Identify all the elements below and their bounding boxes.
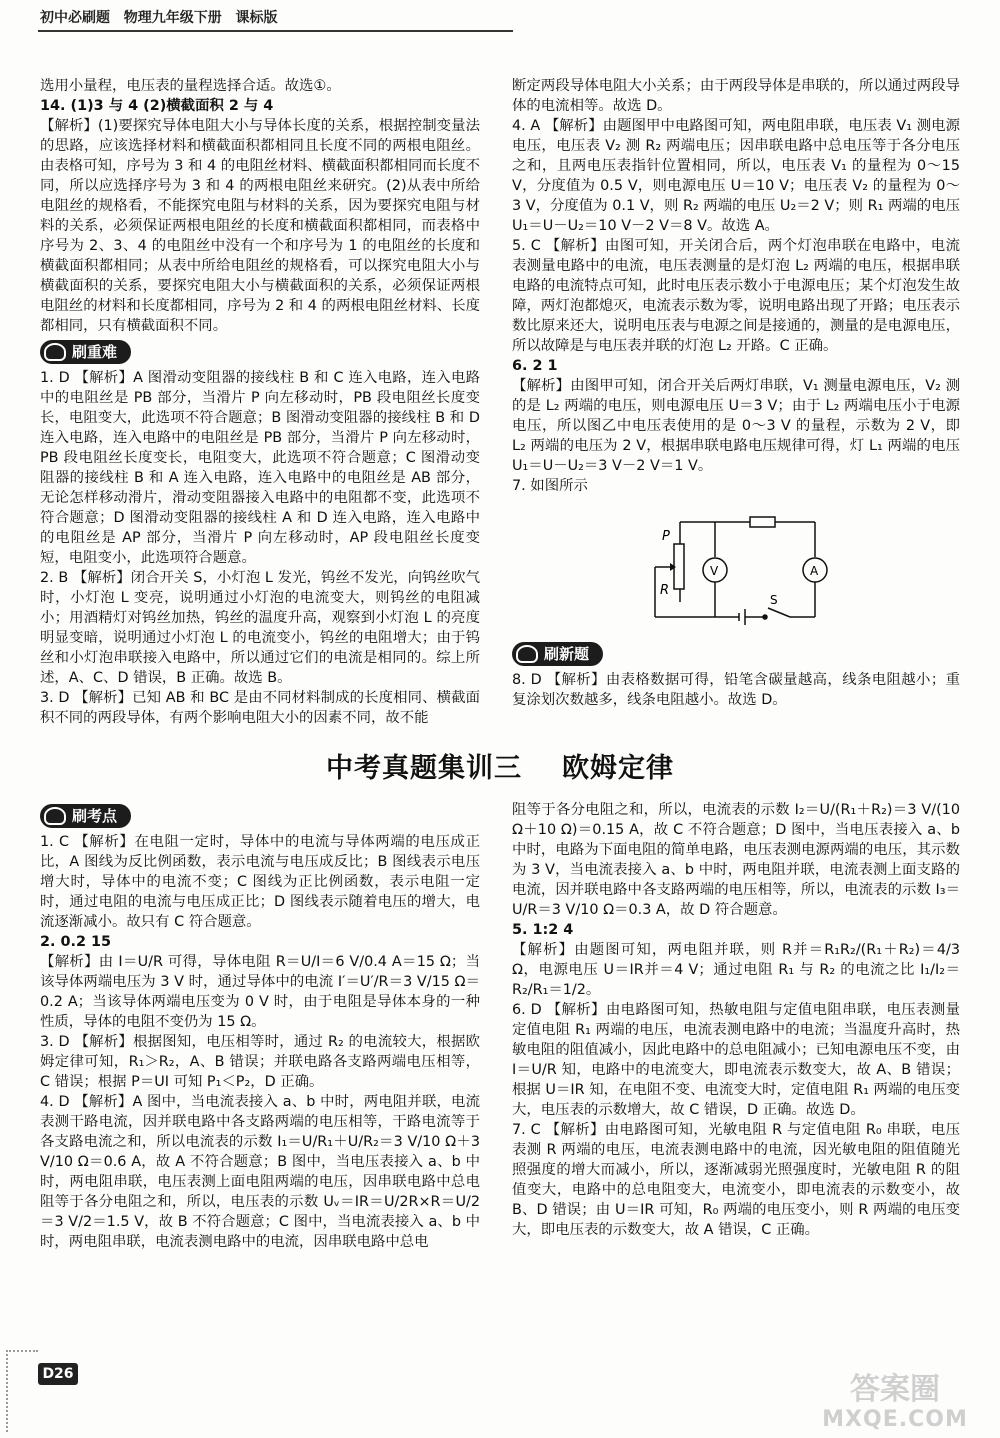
right-new-block [512,638,960,710]
section-title-part1: 中考真题集训三 [326,753,522,784]
page-number: D26 [38,1363,78,1385]
circuit-diagram [640,512,850,627]
badge-new-label: 刷新题 [544,645,590,663]
hard-q4: 4. A 【解析】由题图甲中电路图可知，两电阻串联，电压表 V₁ 测电源电压，电压表 V₂ 测 R₂ 两端电压；因串联电路中总电压等于各分电压之和，且两电压表指针位置相同，所以，电压表 V₁ 的量程为 0～15 V，分度值为 0.5 V，则电源电压 U＝10 V；电压表 V₂ 的量程为 0～3 V，分度值为 0.1 V，则 R₂ 两端的电压 U₂＝2 V；则 R₁ 两端的电压 U₁＝U－U₂＝10 V－2 V＝8 V。故选 A。 [512,118,960,234]
hard-q1: 1. D 【解析】A 图滑动变阻器的接线柱 B 和 C 连入电路，连入电路中的电阻丝是 PB 部分，当滑片 P 向左移动时，PB 段电阻丝长度变长，电阻变大，此选项不符合题意；B 图滑动变阻器的接线柱 B 和 D 连入电路，连入电路中的电阻丝是 PB 部分，当滑片 P 向左移动时，PB 段电阻丝长度变长，电阻变大，此选项不符合题意；C 图滑动变阻器的接线柱 B 和 A 连入电路，连入电路中的电阻丝是 AB 部分，无论怎样移动滑片，滑动变阻器接入电路中的电阻都不变，此选项不符合题意；D 图滑动变阻器的接线柱 A 和 D 连入电路，连入电路中的电阻丝是 AP 部分，当滑片 P 向左移动时，AP 段电阻丝长度变短，电阻变小，此选项符合题意。 [40,370,480,566]
badge-pen-icon [516,645,538,663]
label-r: R [660,583,670,598]
hard-q7: 7. 如图所示 [512,478,588,494]
continuation-text: 选用小量程，电压表的量程选择合适。故选①。 [40,78,341,94]
badge-hard-label: 刷重难 [72,343,118,361]
hard-q2: 2. B 【解析】闭合开关 S，小灯泡 L 发光，钨丝不发光，向钨丝吹气时，小灯泡 L 变亮，说明通过小灯泡的电流变大，则钨丝的电阻减小；用酒精灯对钨丝加热，钨丝的温度升高，观察到小灯泡 L 的亮度明显变暗，说明通过小灯泡 L 的电流变小，钨丝的电阻增大；由于钨丝和小灯泡串联接入电路中，所以通过它们的电流是相同的。综上所述，A、C、D 错误，B 正确。故选 B。 [40,570,480,686]
hard-q3: 3. D 【解析】已知 AB 和 BC 是由不同材料制成的长度相同、横截面积不同的两段导体，有两个影响电阻大小的因素不同，故不能 [40,690,480,726]
book-title: 初中必刷题 [40,10,110,26]
corner-dots [6,1350,38,1432]
left-column-bottom [40,800,480,1252]
exam-q2-analysis: 【解析】由 I＝U/R 可得，导体电阻 R＝U/I＝6 V/0.4 A＝15 Ω；当该导体两端电压为 3 V 时，通过导体中的电流 I′＝U′/R＝3 V/15 Ω＝0.2 A；当该导体两端电压变为 0 V 时，由于电阻是导体本身的一种性质，导体的电阻不变仍为 15 Ω。 [40,954,480,1030]
badge-exam-label: 刷考点 [72,807,118,825]
badge-exam [40,804,131,828]
q14-answer: 14. (1)3 与 4 (2)横截面积 2 与 4 [40,98,274,114]
section-title-part2: 欧姆定律 [562,753,674,784]
exam-q6: 6. D 【解析】由电路图可知，热敏电阻与定值电阻串联，电压表测量定值电阻 R₁ 两端的电压，电流表测电路中的电流；当温度升高时，热敏电阻的阻值减小，因此电路中的总电阻减小；已知电源电压不变，由 I＝U/R 知，电路中的电流变大，即电流表示数变大，故 A、B 错误；根据 U＝IR 知，在电阻不变、电流变大时，定值电阻 R₁ 两端的电压变大，电压表的示数增大，故 C 错误，D 正确。故选 D。 [512,1002,960,1118]
exam-q4-continued: 阻等于各分电阻之和，所以，电流表的示数 I₂＝U/(R₁＋R₂)＝3 V/(10 Ω＋10 Ω)＝0.15 A，故 C 不符合题意；D 图中，当电压表接入 a、b 中时，电路为下面电阻的简单电路，电压表测电源两端的电压，其示数为 3 V，当电流表接入 a、b 中时，两电阻并联，电流表测上面支路的电流，因并联电路中各支路两端的电压相等，所以，电流表的示数 I₃＝U/R＝3 V/10 Ω＝0.3 A，故 D 符合题意。 [512,802,960,918]
label-s: S [770,593,778,607]
new-q8: 8. D 【解析】由表格数据可得，铅笔含碳量越高，线条电阻越小；重复涂划次数越多，线条电阻越小。故选 D。 [512,672,960,708]
exam-q1: 1. C 【解析】在电阻一定时，导体中的电流与导体两端的电压成正比，A 图线为反比例函数，表示电流与电压成反比；B 图线表示电压增大时，导体中的电流不变；C 图线为正比例函数，表示电阻一定时，通过电阻的电流与电压成正比；D 图线表示随着电压的增大，电流逐渐减小。故只有 C 符合题意。 [40,834,480,930]
subject-title: 物理九年级下册 [123,10,222,26]
exam-q7: 7. C 【解析】由电路图可知，光敏电阻 R 与定值电阻 R₀ 串联，电压表测 R 两端的电压，电流表测电路中的电流，因光敏电阻的阻值随光照强度的增大而减小，所以，逐渐减弱光照强度时，光敏电阻 R 的阻值变大，电路中的总电阻变大，电流变小，即电流表的示数变小，故 B、D 错误；由 U＝IR 可知，R₀ 两端的电压变小，则 R 两端的电压变大，即电压表的示数变大，故 A 错误，C 正确。 [512,1122,960,1238]
label-a: A [810,564,819,578]
continuation-q3: 断定两段导体电阻大小关系；由于两段导体是串联的，所以通过两段导体的电流相等。故选 D。 [512,78,960,114]
badge-hard [40,340,131,364]
exam-q5-answer: 5. 1:2 4 [512,922,574,938]
exam-q2-answer: 2. 0.2 15 [40,934,112,950]
right-column-top [512,76,960,496]
left-column-top [40,76,480,728]
exam-q4: 4. D 【解析】A 图中，当电流表接入 a、b 中时，两电阻并联，电流表测干路电流，因并联电路中各支路两端的电压相等，干路电流等于各支路电流之和，所以电流表的示数 I₁＝U/R₁＋U/R₂＝3 V/10 Ω＋3 V/10 Ω＝0.6 A，故 A 不符合题意；B 图中，当电压表接入 a、b 中时，两电阻串联，电压表测上面电阻两端的电压，因串联电路中总电阻等于各分电阻之和，所以，电压表的示数 Uᵥ＝IR＝U/2R×R＝U/2＝3 V/2＝1.5 V，故 B 不符合题意；C 图中，当电流表接入 a、b 中时，两电阻串联，电流表测电路中的电流，因串联电路中总电 [40,1094,480,1250]
badge-new [512,642,603,666]
edition-label: 课标版 [235,10,278,26]
exam-q3: 3. D 【解析】根据图知，电压相等时，通过 R₂ 的电流较大，根据欧姆定律可知，R₁＞R₂，A、B 错误；并联电路各支路两端电压相等，C 错误；根据 P＝UI 可知 P₁＜P₂，D 正确。 [40,1034,480,1090]
switch-pivot [763,615,767,619]
header-divider [38,30,513,32]
watermark-line2: MXQE.COM [822,1407,968,1432]
exam-q5-analysis: 【解析】由题图可知，两电阻并联，则 R并＝R₁R₂/(R₁＋R₂)＝4/3 Ω，电源电压 U＝IR并＝4 V；通过电阻 R₁ 与 R₂ 的电流之比 I₁/I₂＝R₂/R₁＝1/2。 [512,942,960,998]
badge-pen-icon [44,343,66,361]
right-column-bottom [512,800,960,1240]
q14-analysis: 【解析】(1)要探究导体电阻大小与导体长度的关系，根据控制变量法的思路，应该选择材料和横截面积都相同且长度不同的两根电阻丝。由表格可知，序号为 3 和 4 的电阻丝材料、横截面积都相同而长度不同，所以应选择序号为 3 和 4 的两根电阻丝来研究。(2)从表中所给电阻丝的规格看，不能探究电阻与材料的关系，因为要探究电阻与材料的关系，必须保证两根电阻丝的长度和横截面积都相同，而表格中序号为 2、3、4 的电阻丝中没有一个和序号为 1 的电阻丝的长度和横截面积都相同；从表中所给电阻丝的规格看，可以探究电阻大小与横截面积的关系，要探究电阻大小与横截面积的关系，必须保证两根电阻丝的材料和长度都相同，序号为 2 和 4 的两根电阻丝材料、长度都相同，只有横截面积不同。 [40,118,480,334]
switch-lever [768,608,790,617]
section-title [0,752,1000,786]
resistor-top [750,517,775,527]
watermark-line1: 答案圈 [850,1372,940,1407]
rheostat [674,544,684,589]
hard-q6-analysis: 【解析】由图甲可知，闭合开关后两灯串联，V₁ 测量电源电压，V₂ 测的是 L₂ 两端的电压，则电源电压 U＝3 V；由于 L₂ 两端电压小于电源电压，所以图乙中电压表使用的是 0～3 V 的量程，示数为 2 V，即 L₂ 两端的电压为 2 V，根据串联电路电压规律可得，灯 L₁ 两端的电压 U₁＝U－U₂＝3 V－2 V＝1 V。 [512,378,960,474]
label-v: V [710,564,719,578]
hard-q5: 5. C 【解析】由图可知，开关闭合后，两个灯泡串联在电路中，电流表测量电路中的电流，电压表测量的是灯泡 L₂ 两端的电压，根据串联电路的电流特点可知，此时电压表示数小于电源电压；某个灯泡发生故障，两灯泡都熄灭，电流表示数为零，说明电路出现了开路；电压表示数比原来还大，说明电压表与电源之间是接通的，测量的是电源电压，所以故障是与电压表并联的灯泡 L₂ 开路。C 正确。 [512,238,960,354]
slider-arrow [670,563,676,571]
hard-q6-answer: 6. 2 1 [512,358,558,374]
badge-pen-icon [44,807,66,825]
watermark [810,1372,980,1432]
label-p: P [662,529,670,544]
